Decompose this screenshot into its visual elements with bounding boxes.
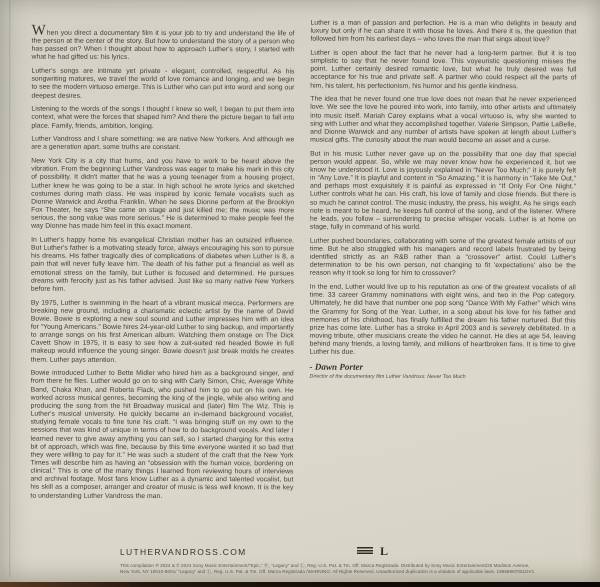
- sleeve-spine-crease: [9, 0, 11, 577]
- legal-fine-print: [120, 563, 594, 575]
- sony-music-logo-icon: [357, 547, 373, 555]
- liner-notes-paragraph: In the end, Luther would live up to his reputation as one of the greatest vocalists of all time. 33 career Grammy nominations with eight wins, and two in the Pop category. Ultimately, he did have that number one pop song “Dance With My Father” which wins the Grammy for Song of the Year. Luther, in a song about his love for his father and memories of his childhood, has finally fulfilled the dream his father nurtured. But this prize has come late. Luther has a stroke in April 2003 and is severely debilitated. In a moving tribute, other musicians create the video he cannot. He dies at age 54, leaving behind many friends, a loving family, and millions of heartbroken fans. It is time to give Luther his due.: [309, 283, 576, 357]
- liner-notes-left-column: [30, 22, 295, 507]
- liner-notes-paragraph: Listening to the words of the songs I thought I knew so well, I began to put them into context, what were the forces that shaped him? And there the picture began to fall into place. Family, friends, ambition, longing.: [31, 105, 295, 130]
- liner-notes-paragraph: Luther is open about the fact that he never had a long-term partner. But it is too simplistic to say that he never found love. This voyeuristic questioning misses the point. Luther certainly desired romantic love, but what he truly desired was full acceptance for his true and private self. A partner who could respect all the parts of him, his talent, his perfectionism, his humor and his gentle kindness.: [310, 49, 577, 90]
- liner-notes-paragraph: Luther is a man of passion and perfection. He is a man who delights in beauty and luxury but only if he can share it with those he loves. And there it is, the question that followed him from his earliest days – who loves the man that sings about love?: [310, 19, 577, 44]
- liner-notes-right-column: [310, 20, 577, 381]
- liner-notes-paragraph: Luther's songs are intimate yet private - elegant, controlled, respectful. As his songwriting matures, we travel the world of love romance and longing, and we begin to see the modern virtuoso emerge. This is Luther who can put into word and song our deepest desires.: [31, 67, 295, 100]
- signature-author-name: - Dawn Porter: [309, 361, 364, 372]
- liner-notes-paragraph: Luther Vandross and I share something: we are native New Yorkers. And although we are a generation apart, some truths are constant.: [31, 135, 295, 152]
- liner-notes-paragraph: Luther pushed boundaries, collaborating with some of the greatest female artists of our time. But he also struggled with his managers and record labels frustrated by being identified strictly as an R&B rather than a “crossover” artist. Could Luther's determination to be his own person, not changing to fit 'expectations' also be the reason why it took so long for him to crossover?: [309, 237, 576, 278]
- legacy-recordings-logo-icon: L: [380, 543, 389, 558]
- legal-line-2: New York, NY 10010-8601/ “Legacy” and Ⓛ, Reg. U.S. Pat. & Tm. Off. Marca Registrada /WARNING: All Rights Reserved. Unauthorized duplication is a violation of applicable laws. 19658987051DV1: [120, 568, 535, 574]
- table-surface-edge: [0, 582, 600, 587]
- liner-notes-paragraph: Bowie introduced Luther to Bette Midler who hired him as a background singer, and from there he flies. Luther would go on to sing with Carly Simon, Chic, Average White Band, Chaka Khan, and Roberta Flack, who pushed him to go out on his own. He worked across musical genres, becoming the king of the jingle, while also writing and producing the song from the hit Broadway musical and (later) film The Wiz. This is Luther's musical university. He quickly became an in-demand background vocalist, studying female vocals to fine tune his craft. “I was bringing stuff on my own to the sessions that was kind of unique in terms of how to do background vocals. And later I learned never to give away anything you can sell, so I started charging for this extra bit of approach, which was fine, because by this time everyone wanted it so bad that they were willing to pay for it.” He was such a student of the craft that the New York Times will describe him as having an “obsession with the human voice, bordering on clinical.” This is one of the many things I learned from reviewing hours of interviews and archival footage. Most fans know Luther as a dynamic and talented vocalist, but his skill as a composer, arranger and creator of music is less well known. It is the key to understanding Luther Vandross the man.: [30, 369, 294, 500]
- liner-notes-paragraph: New York City is a city that hums, and you have to work to be heard above the vibration. From the beginning Luther Vandross was eager to make his mark in this city of possibility. It didn't matter that he was a young teenager from a housing project, Luther knew he was going to be a star. In high school he wrote lyrics and sketched costumes during math class. He was inspired by iconic female vocalists such as Dionne Warwick and Aretha Franklin. When he sees Dionne perform at the Brooklyn Fox Theater, he says “She came on stage and just killed me; the music was more serious, the song value was more serious.” He is determined to make people feel the way Dionne has made him feel in this exact moment.: [31, 157, 295, 231]
- liner-notes-paragraph: In Luther's happy home his evangelical Christian mother has an outsized influence. But Luther's father is a motivating steady force, always encouraging his son to pursue his dreams. His father tragically dies of complications of diabetes when Luther is 8, a pain that will never fully leave him. The death of his father put a financial as well as emotional stress on the family, but Luther is focused and determined. He pursues dreams with ferocity just as his father advised. Just like so many native New Yorkers before him.: [30, 236, 295, 293]
- website-url-text: LUTHERVANDROSS.COM: [120, 547, 247, 557]
- label-logos: [357, 543, 389, 558]
- liner-notes-paragraph: When you direct a documentary film it is your job to try and understand the life of the person at the center of the story. But how to understand the story of a person who has passed on? When I thought about how to approach Luther's story, I started with what he had gifted us: his lyrics.: [31, 22, 295, 62]
- liner-notes-paragraph: By 1975, Luther is swimming in the heart of a vibrant musical mecca. Performers are breaking new ground, including a charismatic eclectic artist by the name of David Bowie. Bowie is exploring a new soul sound and Luther impresses him with an idea for “Young Americans.” Bowie hires 24-year-old Luther to sing backup, and importantly to arrange songs on his first American album. Watching them onstage on The Dick Cavett Show in 1975, it is easy to see how a zuit-suited red headed Bowie in full makeup would influence the young singer. Bowie doesn't just break molds he creates them. Luther pays attention.: [30, 299, 294, 364]
- legal-line-1: This compilation ℗ 2024 & © 2024 Sony Music Entertainment/“Epic,” Ⓡ, “Legacy” and Ⓛ, Reg. U.S. Pat. & Tm. Off. Marca Registrada. Distributed by Sony Music Entertainment/25 Madison Avenue,: [120, 563, 530, 568]
- signature-author-title: Director of the documentary film Luther Vandross: Never Too Much: [309, 373, 466, 380]
- liner-notes-paragraph: The idea that he never found one true love does not mean that he never experienced love. We see the love he poured into work, into family, into other artists and ultimately into music itself. Mariah Carey explains what a vocal virtuoso is, why she wanted to sing with Luther and what they accomplished together. Valerie Simpson, Pattie LaBelle, and Dionne Warwick and any number of artists have spoken at length about Luther's musical gifts. The curiosity about the man would become an asset and a curse.: [310, 95, 577, 145]
- liner-notes-paragraph: But in his music Luther never gave up on the possibility that one day that special person would appear. So, while we may never know how he experienced it, but we know he understood it. Love is joyously explained in “Never Too Much;” it is purely felt in “Any Love.” It is playful and content in “So Amazing.” It is harmony in “Take Me Out,” and perhaps most exquisitely it is painful as expressed in “If Only For One Night.” Luther controls what he can. His craft, his love of family and close friends. But there is so much he cannot control. The music industry, the press, his weight. As he sings each note is meant to be heard, he keeps full control of the song, and of the listener. Where he leads, you follow – surrendering to precise whisper vocals. Luther is at home on stage, fully in command of his world.: [309, 150, 577, 232]
